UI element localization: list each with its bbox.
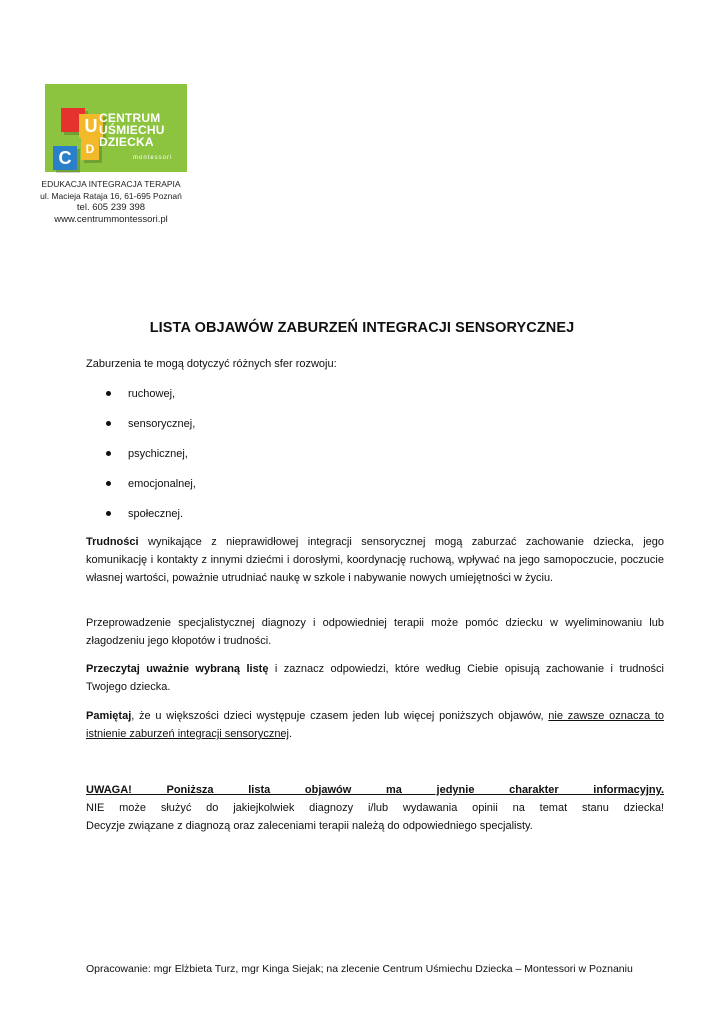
tagline: EDUKACJA INTEGRACJA TERAPIA	[41, 179, 181, 189]
phone: tel. 605 239 398	[76, 202, 146, 213]
paragraph-bold: Pamiętaj	[86, 710, 132, 722]
bullet-item	[106, 385, 175, 403]
bullet-dot	[106, 421, 111, 426]
bullet-text: ruchowej,	[128, 388, 176, 400]
logo-subtitle: montessori	[133, 155, 173, 161]
bullet-text: społecznej.	[128, 508, 184, 520]
website-link[interactable]: www.centrummontessori.pl	[54, 214, 168, 225]
paragraph-diagnosis: Przeprowadzenie specjalistycznej diagnozy i odpowiedniej terapii może pomóc dziecku w wyeliminowaniu lub złagodzeniu jego kłopotów i trudności.	[86, 617, 664, 647]
bullet-dot	[106, 511, 111, 516]
paragraph-text: i zaznacz odpowiedzi, które według Ciebie opisują zachowanie i trudności Twojego dziecka.	[86, 663, 664, 693]
address: ul. Macieja Rataja 16, 61-695 Poznań	[40, 191, 182, 201]
paragraph-text: wynikające z nieprawidłowej integracji sensorycznej mogą zaburzać zachowanie dziecka, jego komunikację i kontakty z innymi dziećmi i dorosłymi, koordynację ruchową, wpływać na jego samopoczucie, poczucie własnej wartości, poważnie utrudniać naukę w szkole i nabywanie nowych umiejętności w życiu.	[86, 536, 664, 584]
warning-bold: UWAGA! Poniższa lista objawów ma jedynie charakter informacyjny.	[86, 784, 664, 796]
bullet-dot	[106, 451, 111, 456]
bullet-dot	[106, 391, 111, 396]
contact-block	[20, 178, 202, 226]
logo-cube-yellow-u: U	[79, 114, 103, 138]
warning-heading	[86, 781, 664, 799]
bullet-text: emocjonalnej,	[128, 478, 196, 490]
footer-credits: Opracowanie: mgr Elżbieta Turz, mgr Kinga Siejak; na zlecenie Centrum Uśmiechu Dziecka – Montessori w Poznaniu	[86, 963, 633, 975]
paragraph-bold: Trudności	[86, 536, 139, 548]
paragraph-end: .	[289, 728, 293, 740]
paragraph-underlined: nie zawsze oznacza to istnienie zaburzeń integracji sensorycznej	[86, 710, 665, 740]
paragraph-text: , że u większości dzieci występuje czasem jeden lub więcej poniższych objawów,	[131, 710, 549, 722]
paragraph-difficulties	[86, 533, 664, 587]
logo	[37, 84, 187, 172]
logo-line-2: UŚMIECHU	[99, 123, 165, 137]
bullet-dot	[106, 481, 111, 486]
logo-line-1: CENTRUM	[99, 111, 161, 125]
logo-wordmark	[99, 112, 165, 148]
intro-text: Zaburzenia te mogą dotyczyć różnych sfer rozwoju:	[86, 358, 337, 370]
paragraph-bold: Przeczytaj uważnie wybraną listę	[86, 663, 269, 675]
logo-line-3: DZIECKA	[99, 135, 154, 149]
bullet-item	[106, 475, 196, 493]
warning-line-3: Decyzje związane z diagnozą oraz zaleceniami terapii należą do odpowiedniego specjalisty.	[86, 820, 533, 832]
warning-line-2: NIE może służyć do jakiejkolwiek diagnozy i/lub wydawania opinii na temat stanu dziecka!	[86, 802, 664, 814]
paragraph-remember	[86, 707, 664, 743]
document-title: LISTA OBJAWÓW ZABURZEŃ INTEGRACJI SENSORYCZNEJ	[149, 320, 575, 336]
bullet-item	[106, 445, 188, 463]
bullet-item	[106, 505, 183, 523]
logo-cube-blue-c: C	[53, 146, 77, 170]
logo-cube-yellow-d: D	[81, 138, 99, 160]
bullet-item	[106, 415, 195, 433]
bullet-text: psychicznej,	[128, 448, 188, 460]
paragraph-read-carefully	[86, 660, 664, 696]
bullet-text: sensorycznej,	[128, 418, 196, 430]
